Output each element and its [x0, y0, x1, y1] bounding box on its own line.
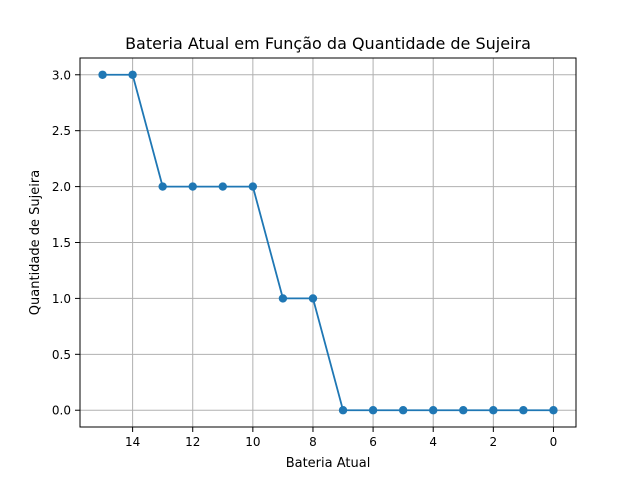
y-tick-label: 3.0: [51, 68, 71, 83]
x-tick-label: 4: [429, 435, 438, 449]
data-point: [339, 406, 347, 414]
data-point: [549, 406, 557, 414]
data-point: [279, 294, 287, 302]
data-point: [98, 71, 106, 79]
x-tick-label: 2: [489, 435, 498, 449]
y-tick-label: 0.5: [51, 347, 71, 362]
x-tick-label: 6: [369, 435, 377, 449]
x-tick-label: 12: [185, 435, 201, 449]
x-axis-label: Bateria Atual: [285, 456, 371, 471]
y-tick-label: 2.5: [51, 124, 71, 139]
y-tick-label: 1.5: [51, 236, 71, 250]
data-point: [429, 406, 437, 414]
data-point: [519, 406, 527, 414]
data-point: [189, 182, 197, 190]
y-axis-label: Quantidade de Sujeira: [28, 169, 43, 316]
data-point: [489, 406, 497, 414]
data-point: [369, 406, 377, 414]
x-tick-label: 8: [309, 435, 317, 449]
data-point: [459, 406, 467, 414]
x-tick-label: 0: [549, 435, 558, 449]
data-point: [399, 406, 407, 414]
x-tick-label: 10: [245, 435, 261, 449]
y-tick-label: 0.0: [51, 403, 71, 418]
y-tick-label: 1.0: [51, 291, 71, 306]
data-point: [249, 182, 257, 190]
chart-title: Bateria Atual em Função da Quantidade de Sujeira: [125, 34, 531, 53]
x-tick-label: 14: [124, 435, 141, 449]
data-point: [158, 182, 166, 190]
data-point: [219, 182, 227, 190]
data-point: [128, 71, 136, 79]
data-point: [309, 294, 317, 302]
y-tick-label: 2.0: [51, 180, 71, 195]
